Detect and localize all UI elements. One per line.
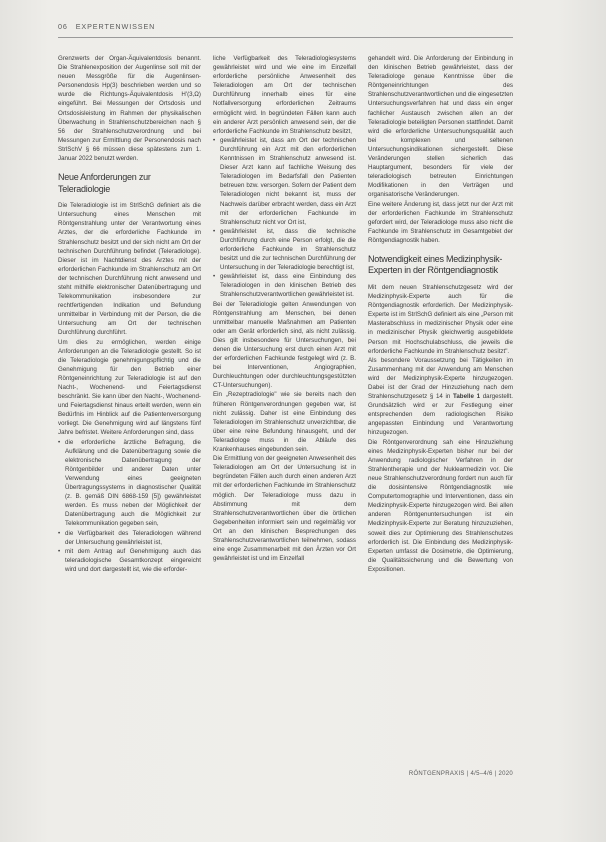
page-number: 06: [58, 22, 68, 31]
paragraph: Um dies zu ermöglichen, werden einige Anforderungen an die Teleradiologie gestellt. So ist die Teleradiologie genehmigungspflichtig und die Genehmigung für den Betrieb einer Röntgeneinrichtung zur Teleradiologie ist auf den Nacht-, Wochenend- und Feiertagsdienst beschränkt. Sie kann über den Nacht-, Wochenend- und Feiertagsdienst hinaus erteilt werden, wenn ein Bedürfnis im Hinblick auf die Patientenversorgung vorliegt. Die Genehmigung wird auf längstens fünf Jahre befristet. Weitere Anforderungen sind, dass: [58, 338, 201, 437]
bullet-text: die erforderliche ärztliche Befragung, die Aufklärung und die Datenübertragung sowie die elektronische Datenübertragung der Röntgenbilder und anderer Daten unter Verwendung eines geeigneten Übertragungssystems in diagnostischer Qualität (z. B. gemäß DIN 6868-159 [5]) gewährleistet werden. Es muss neben der Möglichkeit der Datenübertragung auch die Möglichkeit zur Telekommunikation gegeben sein,: [65, 438, 201, 528]
paragraph: [368, 356, 513, 438]
paragraph: Die Teleradiologie ist im StrlSchG definiert als die Untersuchung eines Menschen mit Röntgenstrahlung unter der Verantwortung eines Arztes, der die erforderliche Fachkunde im Strahlenschutz besitzt und der sich nicht am Ort der technischen Durchführung befindet (Teleradiologe). Dieser ist im Nachtdienst des Arztes mit der erforderlichen Fachkunde im Strahlenschutz am Ort der technischen Durchführung nicht anwesend und steht mithilfe elektronischer Datenübertragung und Telekommunikation insbesondere zur rechtfertigenden Indikation und Befundung unmittelbar in Verbindung mit der Person, die die Untersuchung am Ort der technischen Durchführung durchführt.: [58, 202, 201, 337]
bullet-item: [58, 438, 201, 529]
section-title: EXPERTENWISSEN: [75, 22, 156, 31]
text-column-1: [58, 54, 201, 766]
paragraph-text: dargestellt. Grundsätzlich wird er zur Festlegung einer entsprechenden dem radiologischen Risiko angepassten Einbindung und Verantwortung hinzugezogen.: [368, 393, 513, 437]
paragraph: Ein „Rezeptradiologie" wie sie bereits nach den früheren Röntgenverordnungen gegeben war, ist nicht zulässig. Daher ist eine Einbindung des Teleradiologen im Strahlenschutz unverzichtbar, die über eine reine Befundung hinausgeht, und der Teleradiologe muss in die Abläufe des Krankenhauses eingebunden sein.: [213, 391, 356, 454]
paragraph: gehandelt wird. Die Anforderung der Einbindung in den klinischen Betrieb gewährleistet, dass der Teleradiologe genaue Kenntnisse über die Röntgeneinrichtungen des Strahlenschutzverantwortlichen und die eingesetzten Untersuchungsverfahren hat und dass ein enger fachlicher Austausch zwischen allen an der Teleradiologie beteiligten Personen stattfindet. Damit wird die erforderliche Untersuchungsqualität auch bei komplexen und seltenen Untersuchungsindikationen sichergestellt. Diese Veränderungen stellen sicherlich das Hauptargument, besonders für viele der teleradiologisch betreuten Einrichtungen Modifikationen in den Verträgen und organisatorische Veränderungen.: [368, 55, 513, 199]
bullet-text: gewährleistet ist, dass die technische Durchführung durch eine Person erfolgt, die die erforderliche Fachkunde im Strahlenschutz besitzt und die zur technischen Durchführung der Untersuchung in der Teleradiologie berechtigt ist,: [220, 227, 356, 272]
paragraph: Eine weitere Änderung ist, dass jetzt nur der Arzt mit der erforderlichen Fachkunde im Strahlenschutz gefordert wird, der Teleradiologe muss also nicht die Fachkunde im Strahlenschutz im Gesamtgebiet der Röntgendiagnostik haben.: [368, 200, 513, 244]
bullet-item: [213, 136, 356, 227]
bullet-text: gewährleistet ist, dass am Ort der technischen Durchführung ein Arzt mit den erforderlichen Kenntnissen im Strahlenschutz anwesend ist. Dieser Arzt kann auf fachliche Weisung des Teleradiologen im Bedarfsfall den Patienten betreuen bzw. versorgen. Sofern der Patient dem Teleradiologen nicht bekannt ist, muss der Nachweis darüber erbracht werden, dass ein Arzt mit der erforderlichen Fachkunde im Strahlenschutz nicht vor Ort ist,: [220, 136, 356, 226]
table-reference: Tabelle 1: [453, 393, 481, 401]
page-footer: RÖNTGENPRAXIS | 4/5–4/6 | 2020: [408, 771, 513, 777]
section-heading-medizinphysik: Notwendigkeit eines Medizinphysik-Experten in der Röntgendiagnostik: [368, 253, 503, 276]
paragraph: Die Röntgenverordnung sah eine Hinzuziehung eines Medizinphysik-Experten bisher nur bei der Anwendung radiologischer Verfahren in der Strahlentherapie und der Nuklearmedizin vor. Die neue Strahlenschutzverordnung fordert nun auch für die dosisintensive Röntgendiagnostik wie Computertomographie und Interventionen, dass ein Medizinphysik-Experte hinzugezogen wird. Bei allen anderen Röntgenuntersuchungen ist ein Medizinphysik-Experte zur Beratung hinzuzuziehen, soweit dies zur Optimierung des Strahlenschutzes erforderlich ist. Die Einbindung des Medizinphysik-Experten umfasst die Dosimetrie, die Optimierung, die Qualitätssicherung und die Bewertung von Expositionen.: [368, 438, 513, 573]
header-divider: [58, 37, 513, 38]
section-heading-teleradiologie: Neue Anforderungen zur Teleradiologie: [58, 172, 151, 194]
paragraph: Die Ermittlung von der geeigneten Anwesenheit des Teleradiologen am Ort der Untersuchung ist in begründeten Fällen auch durch einen anderen Arzt mit der erforderlichen Fachkunde im Strahlenschutz möglich. Der Teleradiologe muss dazu in Abstimmung mit dem Strahlenschutzverantwortlichen über die örtlichen Gegebenheiten informiert sein und regelmäßig vor Ort an den klinischen Besprechungen des Strahlenschutzverantwortlichen teilnehmen, sodass eine enge Zusammenarbeit mit den Ärzten vor Ort gewährleistet ist und im Einzelfall: [213, 455, 356, 563]
text-column-2: [213, 54, 356, 766]
bullet-list: [58, 438, 201, 574]
page-header: [58, 22, 513, 38]
bullet-item: [58, 547, 201, 574]
paragraph: liche Verfügbarkeit des Teleradiologiesystems gewährleistet wird und wie eine im Einzelfall erforderliche persönliche Anwesenheit des Teleradiologen am Ort der technischen Durchführung innerhalb eines für eine Notfallversorgung erforderlichen Zeitraums ermöglicht wird. In begründeten Fällen kann auch ein anderer Arzt persönlich anwesend sein, der die erforderliche Fachkunde im Strahlenschutz besitzt,: [213, 55, 356, 135]
bullet-item: [213, 272, 356, 299]
paragraph: Bei der Teleradiologie gelten Anwendungen von Röntgenstrahlung am Menschen, bei denen unmittelbar manuelle Maßnahmen am Patienten oder am Gerät erforderlich sind, als nicht zulässig. Dies gilt insbesondere für Untersuchungen, bei denen die Untersuchung erst durch einen Arzt mit der erforderlichen Fachkunde festgelegt wird (z. B. bei Interventionen, Angiographien, Durchleuchtungen oder durchleuchtungsgestützten CT-Untersuchungen).: [213, 300, 356, 390]
bullet-list: [213, 136, 356, 300]
paragraph-text: Als besondere Voraussetzung bei Tätigkeiten im Zusammenhang mit der Anwendung am Menschen wird der Medizinphysik-Experte hinzugezogen. Dabei ist der Grad der Hinzuziehung nach dem Strahlenschutzgesetz § 14 in: [368, 356, 513, 401]
bullet-item: [213, 227, 356, 272]
text-column-3: [368, 54, 513, 766]
bullet-text: mit dem Antrag auf Genehmigung auch das teleradiologische Gesamtkonzept eingereicht wird und dort dargestellt ist, wie die erforder-: [65, 547, 201, 573]
paragraph: Mit dem neuen Strahlenschutzgesetz wird der Medizinphysik-Experte auch für die Röntgendiagnostik erforderlich. Der Medizinphysik-Experte ist im StrlSchG definiert als eine „Person mit Masterabschluss in medizinischer Physik oder eine in medizinischer Physik gleichwertig ausgebildete Person mit Hochschulabschluss, die jeweils die erforderliche Fachkunde im Strahlenschutz besitzt".: [368, 283, 513, 355]
bullet-item: [58, 529, 201, 547]
bullet-text: die Verfügbarkeit des Teleradiologen während der Untersuchung gewährleistet ist,: [65, 529, 201, 546]
bullet-text: gewährleistet ist, dass eine Einbindung des Teleradiologen in den klinischen Betrieb des Strahlenschutzverantwortlichen gewährleistet ist.: [220, 273, 356, 299]
paragraph: Grenzwerts der Organ-Äquivalentdosis benannt. Die Strahlenexposition der Augenlinse soll mit der neuen Messgröße für die Augenlinsen-Personendosis Hp(3) beschrieben werden und so wurde die Richtungs-Äquivalentdosis H'(3,Ω) eingeführt. Bei Messungen der Ortsdosis und Ortsdosisleistung im Rahmen der physikalischen Überwachung in Strahlenschutzbereichen nach § 56 der Strahlenschutzverordnung und bei Messungen zur Ermittlung der Personendosis nach StrlSchV § 66 müssen diese spätestens zum 1. Januar 2022 benutzt werden.: [58, 55, 201, 163]
